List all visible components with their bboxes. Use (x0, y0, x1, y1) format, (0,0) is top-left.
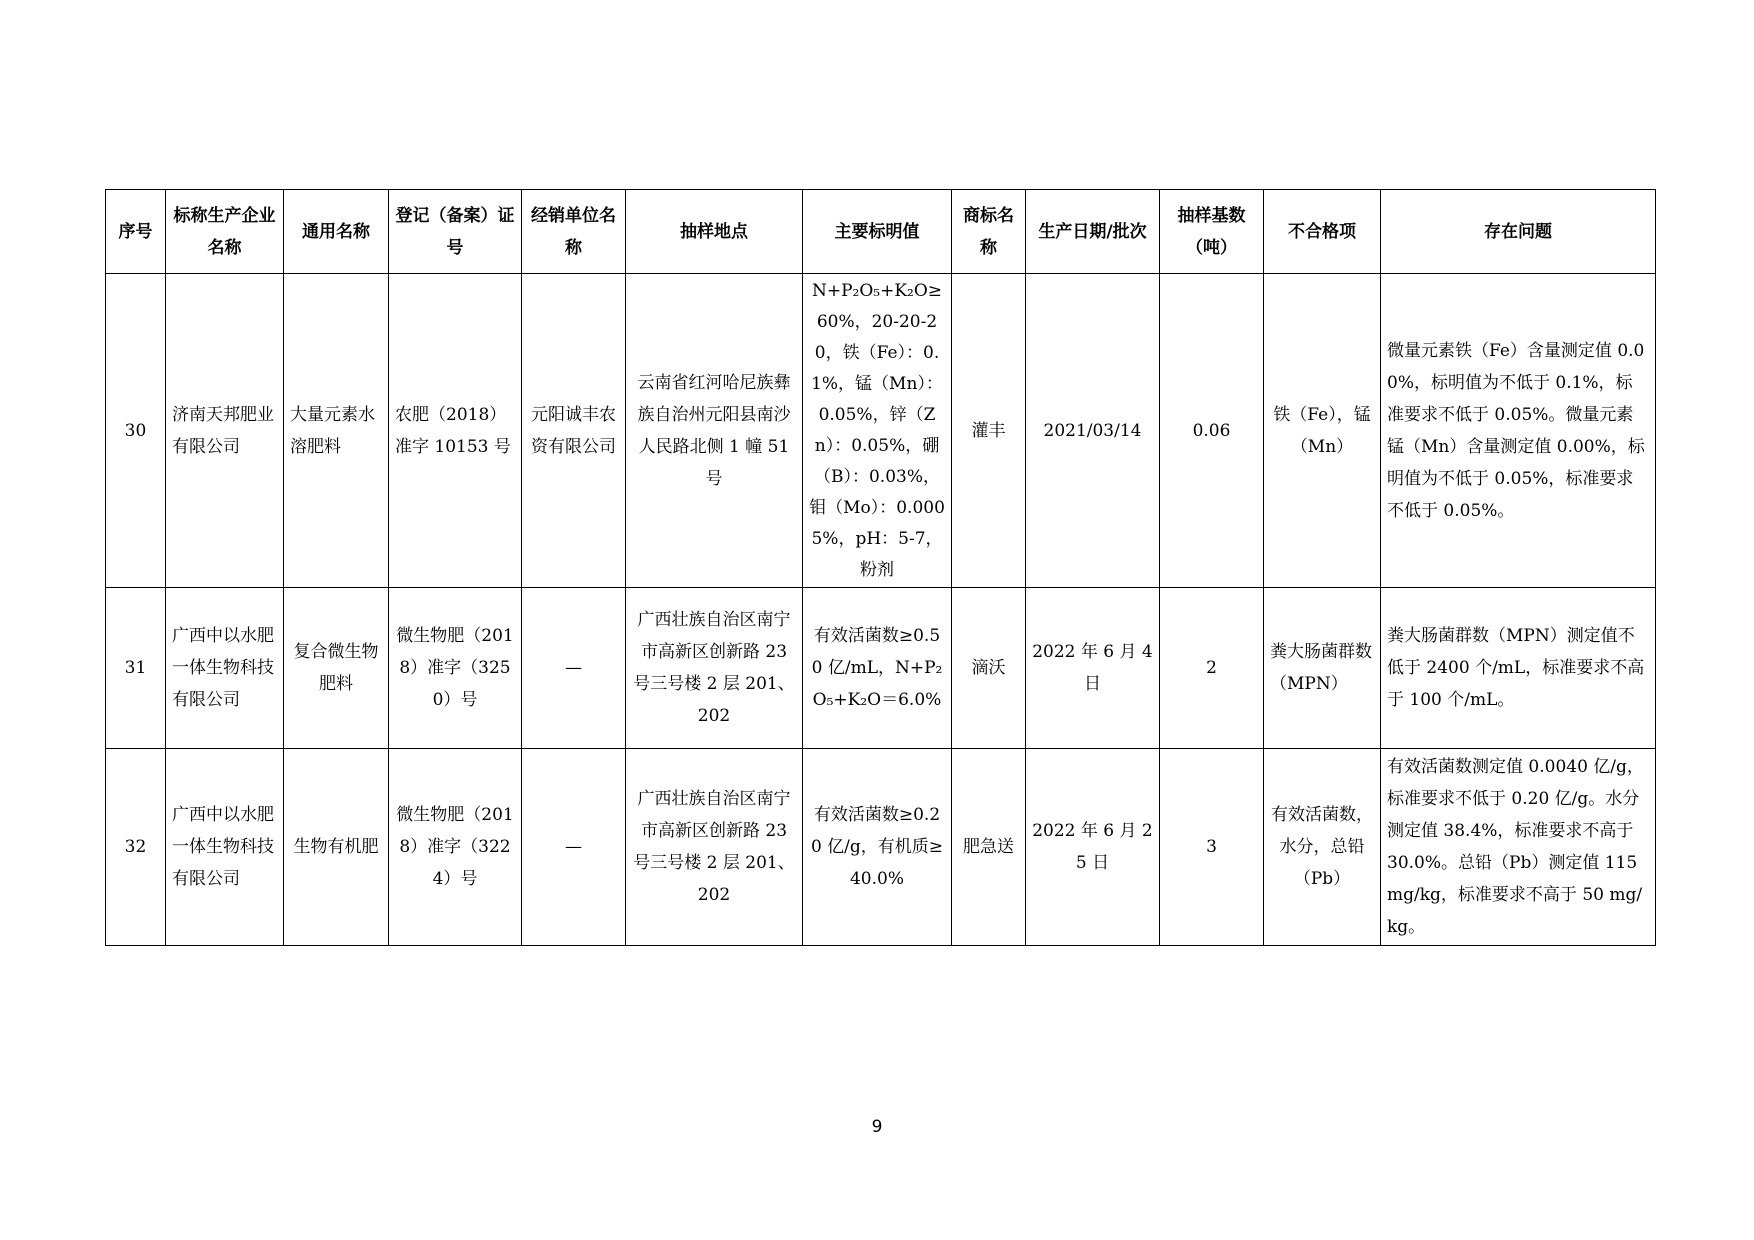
cell-company: 广西中以水肥一体生物科技有限公司 (166, 588, 284, 749)
cell-base: 2 (1160, 588, 1264, 749)
cell-main-values: N+P₂O₅+K₂O≥60%，20-20-20，铁（Fe）：0.1%，锰（Mn）：0.05%，锌（Zn）：0.05%，硼（B）：0.03%，钼（Mo）：0.0005%，pH：5-7，粉剂 (803, 274, 952, 588)
cell-failed-items: 铁（Fe），锰（Mn） (1264, 274, 1381, 588)
cell-seq: 30 (106, 274, 166, 588)
cell-base: 0.06 (1160, 274, 1264, 588)
cell-distributor: 元阳诚丰农资有限公司 (522, 274, 626, 588)
cell-common-name: 大量元素水溶肥料 (284, 274, 389, 588)
cell-brand: 滴沃 (952, 588, 1026, 749)
header-common-name: 通用名称 (284, 190, 389, 274)
cell-issues: 微量元素铁（Fe）含量测定值 0.00%，标明值为不低于 0.1%，标准要求不低于 0.05%。微量元素锰（Mn）含量测定值 0.00%，标明值为不低于 0.05%，标准要求不低于 0.05%。 (1381, 274, 1656, 588)
table-row (106, 274, 1656, 588)
cell-registration: 微生物肥（2018）准字（3250）号 (389, 588, 522, 749)
cell-date: 2022 年 6 月 25 日 (1026, 749, 1160, 946)
cell-failed-items: 粪大肠菌群数（MPN） (1264, 588, 1381, 749)
header-company: 标称生产企业名称 (166, 190, 284, 274)
cell-seq: 31 (106, 588, 166, 749)
header-main-values: 主要标明值 (803, 190, 952, 274)
cell-seq: 32 (106, 749, 166, 946)
cell-common-name: 复合微生物肥料 (284, 588, 389, 749)
table-row (106, 749, 1656, 946)
cell-location: 广西壮族自治区南宁市高新区创新路 23 号三号楼 2 层 201、202 (626, 749, 803, 946)
header-registration: 登记（备案）证号 (389, 190, 522, 274)
cell-failed-items: 有效活菌数，水分，总铅（Pb） (1264, 749, 1381, 946)
report-sheet (105, 189, 1656, 946)
cell-common-name: 生物有机肥 (284, 749, 389, 946)
cell-location: 广西壮族自治区南宁市高新区创新路 23 号三号楼 2 层 201、202 (626, 588, 803, 749)
header-location: 抽样地点 (626, 190, 803, 274)
cell-date: 2022 年 6 月 4 日 (1026, 588, 1160, 749)
header-issues: 存在问题 (1381, 190, 1656, 274)
table-row (106, 588, 1656, 749)
table-header-row (106, 190, 1656, 274)
cell-issues: 粪大肠菌群数（MPN）测定值不低于 2400 个/mL，标准要求不高于 100 个/mL。 (1381, 588, 1656, 749)
sampling-results-table (105, 189, 1656, 946)
cell-brand: 灌丰 (952, 274, 1026, 588)
cell-registration: 微生物肥（2018）准字（3224）号 (389, 749, 522, 946)
page-number: 9 (871, 1117, 883, 1137)
cell-brand: 肥急送 (952, 749, 1026, 946)
cell-main-values: 有效活菌数≥0.50 亿/mL，N+P₂O₅+K₂O＝6.0% (803, 588, 952, 749)
header-failed-items: 不合格项 (1264, 190, 1381, 274)
header-base: 抽样基数（吨） (1160, 190, 1264, 274)
header-date: 生产日期/批次 (1026, 190, 1160, 274)
cell-company: 广西中以水肥一体生物科技有限公司 (166, 749, 284, 946)
cell-main-values: 有效活菌数≥0.20 亿/g，有机质≥40.0% (803, 749, 952, 946)
header-seq: 序号 (106, 190, 166, 274)
cell-distributor: — (522, 588, 626, 749)
cell-base: 3 (1160, 749, 1264, 946)
cell-registration: 农肥（2018）准字 10153 号 (389, 274, 522, 588)
header-brand: 商标名称 (952, 190, 1026, 274)
cell-issues: 有效活菌数测定值 0.0040 亿/g，标准要求不低于 0.20 亿/g。水分测定值 38.4%，标准要求不高于 30.0%。总铅（Pb）测定值 115 mg/kg，标准要求不高于 50 mg/kg。 (1381, 749, 1656, 946)
cell-company: 济南天邦肥业有限公司 (166, 274, 284, 588)
cell-date: 2021/03/14 (1026, 274, 1160, 588)
cell-location: 云南省红河哈尼族彝族自治州元阳县南沙人民路北侧 1 幢 51 号 (626, 274, 803, 588)
header-distributor: 经销单位名称 (522, 190, 626, 274)
cell-distributor: — (522, 749, 626, 946)
